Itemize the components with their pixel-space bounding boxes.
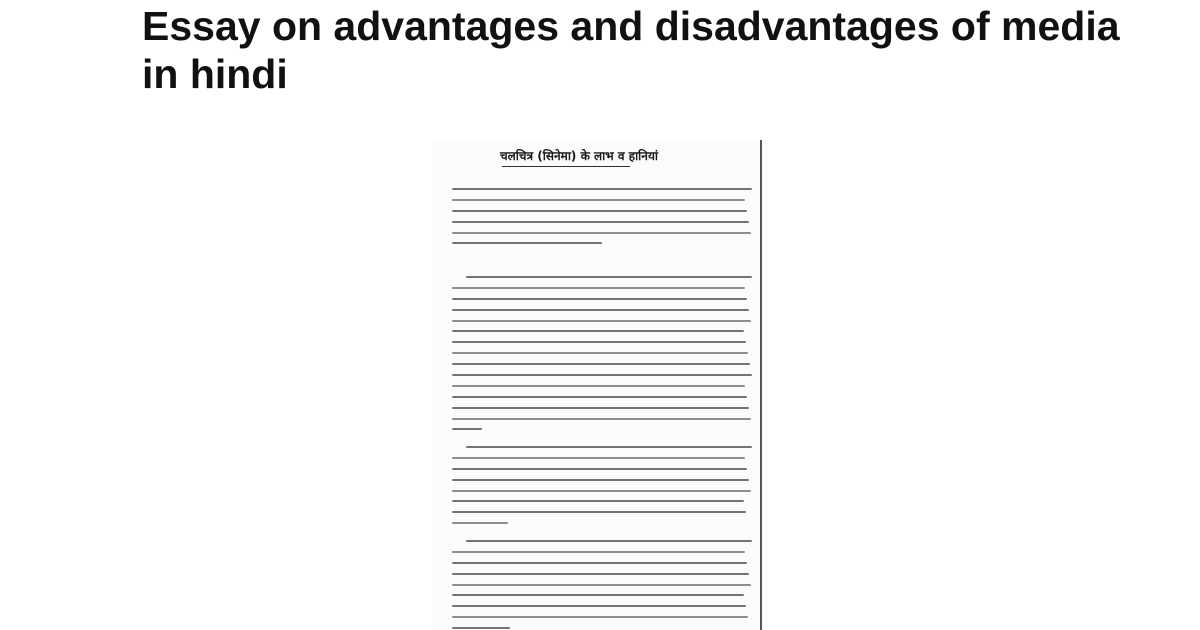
scanned-text-line <box>452 320 751 322</box>
paragraph-2 <box>452 272 752 430</box>
scanned-text-line <box>452 210 747 212</box>
scanned-text-line <box>452 363 750 365</box>
scanned-text-line <box>452 407 749 409</box>
scanned-text-line <box>452 221 749 223</box>
paragraph-4 <box>452 536 752 629</box>
scanned-text-line <box>452 298 747 300</box>
scanned-text-line <box>452 616 748 618</box>
scanned-text-line <box>466 446 752 448</box>
scanned-text-line <box>452 562 747 564</box>
scanned-text-line <box>452 352 748 354</box>
scanned-text-line <box>452 341 746 343</box>
page-title: Essay on advantages and disadvantages of media in hindi <box>142 3 1120 97</box>
scanned-text-line <box>452 500 744 502</box>
scanned-text-line <box>452 594 744 596</box>
scanned-text-line <box>452 385 745 387</box>
scanned-text-line <box>452 490 751 492</box>
scanned-text-line <box>452 199 745 201</box>
scanned-text-line <box>452 551 745 553</box>
scanned-text-line <box>452 468 747 470</box>
scanned-text-line <box>452 232 751 234</box>
scanned-text-line <box>466 276 752 278</box>
scanned-text-line <box>452 522 508 524</box>
scanned-text-line <box>452 428 482 430</box>
scanned-text-line <box>452 573 749 575</box>
scanned-text-line <box>452 242 602 244</box>
scanned-text-line <box>452 396 747 398</box>
heading-underline <box>502 166 630 167</box>
scanned-text-line <box>452 511 746 513</box>
scanned-text-line <box>452 374 752 376</box>
scanned-text-line <box>452 605 746 607</box>
scanned-text-line <box>452 418 751 420</box>
page-edge-border <box>760 140 762 630</box>
scanned-text-line <box>452 584 751 586</box>
scanned-text-line <box>466 540 752 542</box>
scanned-text-line <box>452 309 749 311</box>
scanned-text-line <box>452 457 745 459</box>
essay-heading: चलचित्र (सिनेमा) के लाभ व हानियां <box>500 149 659 163</box>
paragraph-3 <box>452 442 752 524</box>
scanned-text-line <box>452 287 745 289</box>
scanned-text-line <box>452 479 749 481</box>
paragraph-1 <box>452 184 752 244</box>
scanned-text-line <box>452 188 752 190</box>
scanned-essay-image <box>432 140 768 630</box>
scanned-text-line <box>452 627 510 629</box>
scanned-text-line <box>452 330 744 332</box>
